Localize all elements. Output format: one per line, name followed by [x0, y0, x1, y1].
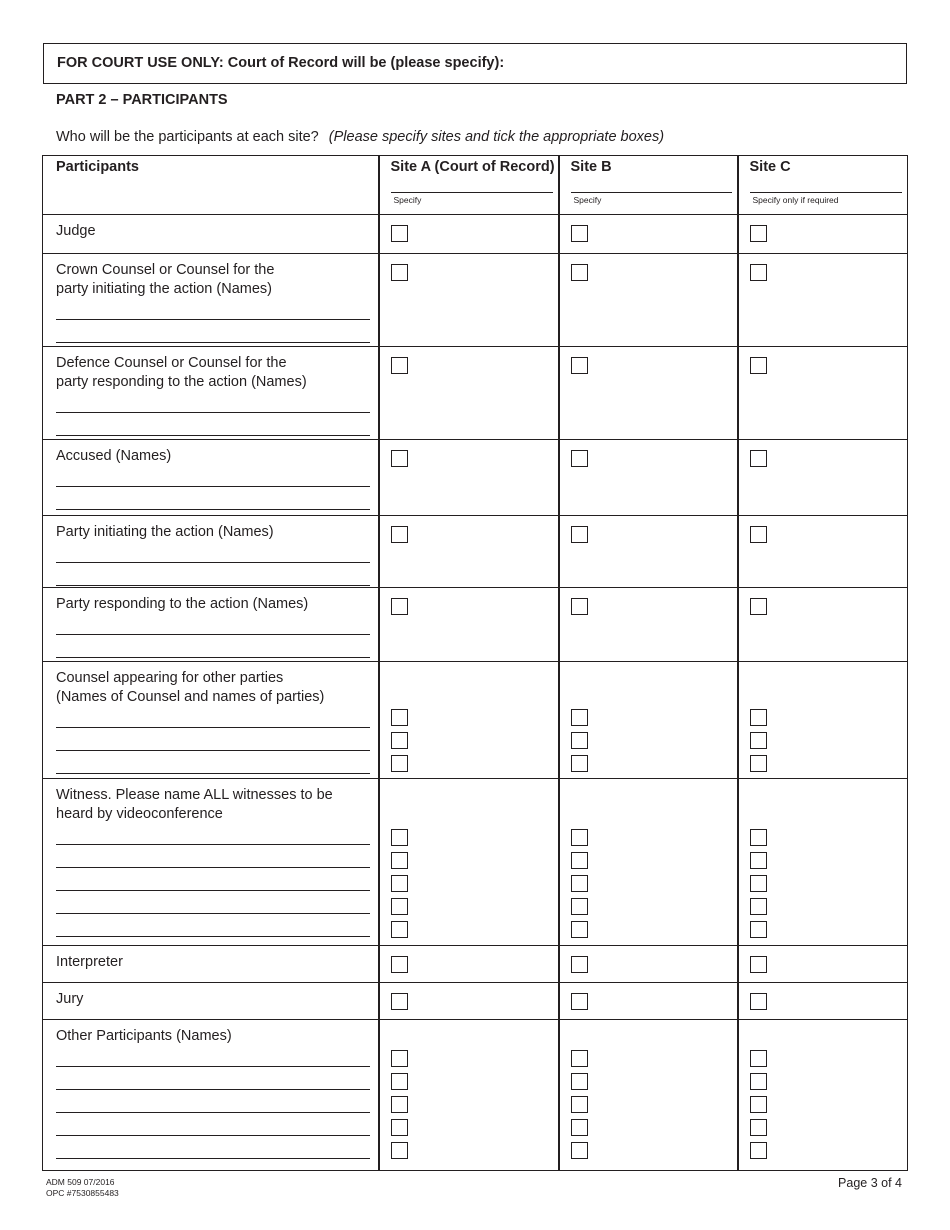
site-b-cell [559, 779, 738, 946]
table-row [43, 779, 908, 946]
row-label-cell [43, 347, 379, 440]
site-c-cell [738, 662, 908, 779]
row-label: Accused (Names) [56, 448, 172, 464]
row-label-cell [43, 516, 379, 588]
checkbox[interactable] [571, 450, 588, 467]
checkbox[interactable] [391, 829, 408, 846]
court-use-label: FOR COURT USE ONLY: Court of Record will be (please specify): [57, 55, 505, 71]
site-a-cell [379, 440, 559, 516]
name-line[interactable] [56, 868, 370, 891]
table-row [43, 516, 908, 588]
header-site-a [379, 156, 559, 215]
checkbox[interactable] [750, 526, 767, 543]
table-row [43, 588, 908, 662]
part-title: PART 2 – PARTICIPANTS [56, 92, 228, 108]
site-c-cell [738, 215, 908, 254]
checkbox[interactable] [571, 264, 588, 281]
checkbox[interactable] [750, 264, 767, 281]
form-id: ADM 509 07/2016 [46, 1177, 115, 1187]
checkbox[interactable] [571, 993, 588, 1010]
checkbox[interactable] [750, 829, 767, 846]
row-label: Jury [56, 991, 84, 1007]
row-label-cell [43, 254, 379, 347]
table-header-row [43, 156, 908, 215]
checkbox[interactable] [571, 1073, 588, 1090]
site-a-cell [379, 779, 559, 946]
table-row [43, 347, 908, 440]
checkbox[interactable] [571, 1050, 588, 1067]
table-row [43, 662, 908, 779]
header-participants-label: Participants [56, 159, 139, 175]
checkbox[interactable] [391, 1073, 408, 1090]
site-c-note: Specify only if required [752, 195, 839, 205]
checkbox[interactable] [750, 755, 767, 772]
name-line[interactable] [56, 824, 370, 845]
name-line[interactable] [56, 392, 370, 413]
site-a-cell [379, 347, 559, 440]
checkbox[interactable] [391, 1096, 408, 1113]
checkbox[interactable] [750, 357, 767, 374]
name-line[interactable] [56, 563, 370, 586]
checkbox[interactable] [391, 732, 408, 749]
checkbox[interactable] [571, 956, 588, 973]
checkbox[interactable] [391, 898, 408, 915]
name-line[interactable] [56, 914, 370, 937]
site-b-cell [559, 946, 738, 983]
checkbox[interactable] [571, 829, 588, 846]
site-a-cell [379, 946, 559, 983]
site-b-cell [559, 516, 738, 588]
row-label-cell [43, 588, 379, 662]
table-row [43, 1020, 908, 1171]
row-label-cell [43, 440, 379, 516]
name-line[interactable] [56, 1090, 370, 1113]
table-row [43, 215, 908, 254]
site-c-cell [738, 347, 908, 440]
checkbox[interactable] [391, 852, 408, 869]
checkbox[interactable] [571, 598, 588, 615]
checkbox[interactable] [571, 921, 588, 938]
header-participants [43, 156, 379, 215]
checkbox[interactable] [391, 1119, 408, 1136]
site-b-cell [559, 588, 738, 662]
row-label: Counsel appearing for other parties [56, 670, 284, 686]
site-b-note: Specify [573, 195, 602, 205]
checkbox[interactable] [391, 357, 408, 374]
name-line[interactable] [56, 845, 370, 868]
checkbox[interactable] [391, 526, 408, 543]
checkbox[interactable] [391, 598, 408, 615]
name-line[interactable] [56, 413, 370, 436]
name-line[interactable] [56, 1046, 370, 1067]
name-line[interactable] [56, 320, 370, 343]
name-line[interactable] [56, 542, 370, 563]
site-c-label: Site C [749, 159, 791, 175]
checkbox[interactable] [750, 921, 767, 938]
checkbox[interactable] [750, 1119, 767, 1136]
row-label-line2: party responding to the action (Names) [56, 374, 307, 390]
site-c-cell [738, 779, 908, 946]
checkbox[interactable] [391, 993, 408, 1010]
checkbox[interactable] [750, 598, 767, 615]
name-line[interactable] [56, 1136, 370, 1159]
checkbox[interactable] [750, 1050, 767, 1067]
checkbox[interactable] [750, 956, 767, 973]
checkbox[interactable] [750, 1142, 767, 1159]
header-site-c [738, 156, 908, 215]
checkbox[interactable] [571, 1142, 588, 1159]
site-a-note: Specify [393, 195, 422, 205]
checkbox[interactable] [750, 852, 767, 869]
row-label-line2: heard by videoconference [56, 806, 223, 822]
site-c-cell [738, 254, 908, 347]
name-line[interactable] [56, 614, 370, 635]
row-label-cell [43, 662, 379, 779]
site-a-label: Site A (Court of Record) [390, 159, 555, 175]
checkbox[interactable] [750, 898, 767, 915]
row-label-cell [43, 946, 379, 983]
name-line[interactable] [56, 1113, 370, 1136]
site-c-specify-field[interactable] [750, 192, 903, 206]
page-number: Page 3 of 4 [838, 1176, 902, 1190]
name-line[interactable] [56, 891, 370, 914]
row-label: Other Participants (Names) [56, 1028, 232, 1044]
row-label-cell [43, 215, 379, 254]
site-a-specify-field[interactable] [391, 192, 553, 206]
checkbox[interactable] [571, 852, 588, 869]
court-of-record-field[interactable] [43, 43, 907, 84]
name-line[interactable] [56, 466, 370, 487]
site-c-cell [738, 1020, 908, 1171]
table-row [43, 946, 908, 983]
checkbox[interactable] [391, 1142, 408, 1159]
checkbox[interactable] [571, 526, 588, 543]
header-site-b [559, 156, 738, 215]
row-label: Defence Counsel or Counsel for the [56, 355, 287, 371]
checkbox[interactable] [391, 1050, 408, 1067]
name-line[interactable] [56, 728, 370, 751]
checkbox[interactable] [571, 225, 588, 242]
row-label-cell [43, 983, 379, 1020]
instructions-hint: (Please specify sites and tick the appropriate boxes) [328, 129, 665, 145]
row-label-line2: party initiating the action (Names) [56, 281, 272, 297]
checkbox[interactable] [391, 875, 408, 892]
row-label: Witness. Please name ALL witnesses to be [56, 787, 333, 803]
row-label-cell [43, 779, 379, 946]
checkbox[interactable] [750, 732, 767, 749]
site-b-cell [559, 254, 738, 347]
site-b-label: Site B [570, 159, 612, 175]
site-c-cell [738, 946, 908, 983]
form-identifier [46, 1177, 119, 1199]
row-label: Judge [56, 223, 96, 239]
table-row [43, 440, 908, 516]
checkbox[interactable] [391, 450, 408, 467]
checkbox[interactable] [750, 875, 767, 892]
table-row [43, 983, 908, 1020]
checkbox[interactable] [571, 1096, 588, 1113]
checkbox[interactable] [750, 993, 767, 1010]
site-b-specify-field[interactable] [571, 192, 732, 206]
site-b-cell [559, 440, 738, 516]
site-b-cell [559, 215, 738, 254]
checkbox[interactable] [571, 357, 588, 374]
site-b-cell [559, 662, 738, 779]
site-a-cell [379, 588, 559, 662]
instructions-question: Who will be the participants at each site? [56, 129, 319, 145]
site-a-cell [379, 516, 559, 588]
row-label: Party initiating the action (Names) [56, 524, 274, 540]
checkbox[interactable] [391, 709, 408, 726]
checkbox[interactable] [391, 755, 408, 772]
checkbox[interactable] [750, 450, 767, 467]
checkbox[interactable] [571, 709, 588, 726]
name-line[interactable] [56, 1067, 370, 1090]
checkbox[interactable] [571, 1119, 588, 1136]
name-line[interactable] [56, 751, 370, 774]
name-line[interactable] [56, 487, 370, 510]
row-label: Crown Counsel or Counsel for the [56, 262, 275, 278]
name-line[interactable] [56, 635, 370, 658]
checkbox[interactable] [391, 956, 408, 973]
table-row [43, 254, 908, 347]
row-label: Interpreter [56, 954, 123, 970]
site-c-cell [738, 516, 908, 588]
site-c-cell [738, 440, 908, 516]
checkbox[interactable] [750, 1096, 767, 1113]
checkbox[interactable] [391, 225, 408, 242]
checkbox[interactable] [571, 732, 588, 749]
site-b-cell [559, 347, 738, 440]
checkbox[interactable] [571, 898, 588, 915]
checkbox[interactable] [391, 264, 408, 281]
name-line[interactable] [56, 707, 370, 728]
opc-number: OPC #7530855483 [46, 1188, 119, 1198]
checkbox[interactable] [750, 709, 767, 726]
site-a-cell [379, 215, 559, 254]
site-a-cell [379, 254, 559, 347]
participants-table [42, 155, 908, 1171]
site-a-cell [379, 662, 559, 779]
site-b-cell [559, 1020, 738, 1171]
site-c-cell [738, 588, 908, 662]
row-label-cell [43, 1020, 379, 1171]
name-line[interactable] [56, 299, 370, 320]
row-label: Party responding to the action (Names) [56, 596, 309, 612]
checkbox[interactable] [750, 1073, 767, 1090]
checkbox[interactable] [391, 921, 408, 938]
checkbox[interactable] [571, 755, 588, 772]
instructions [56, 129, 664, 145]
site-a-cell [379, 1020, 559, 1171]
site-c-cell [738, 983, 908, 1020]
checkbox[interactable] [750, 225, 767, 242]
site-b-cell [559, 983, 738, 1020]
checkbox[interactable] [571, 875, 588, 892]
row-label-line2: (Names of Counsel and names of parties) [56, 689, 325, 705]
site-a-cell [379, 983, 559, 1020]
